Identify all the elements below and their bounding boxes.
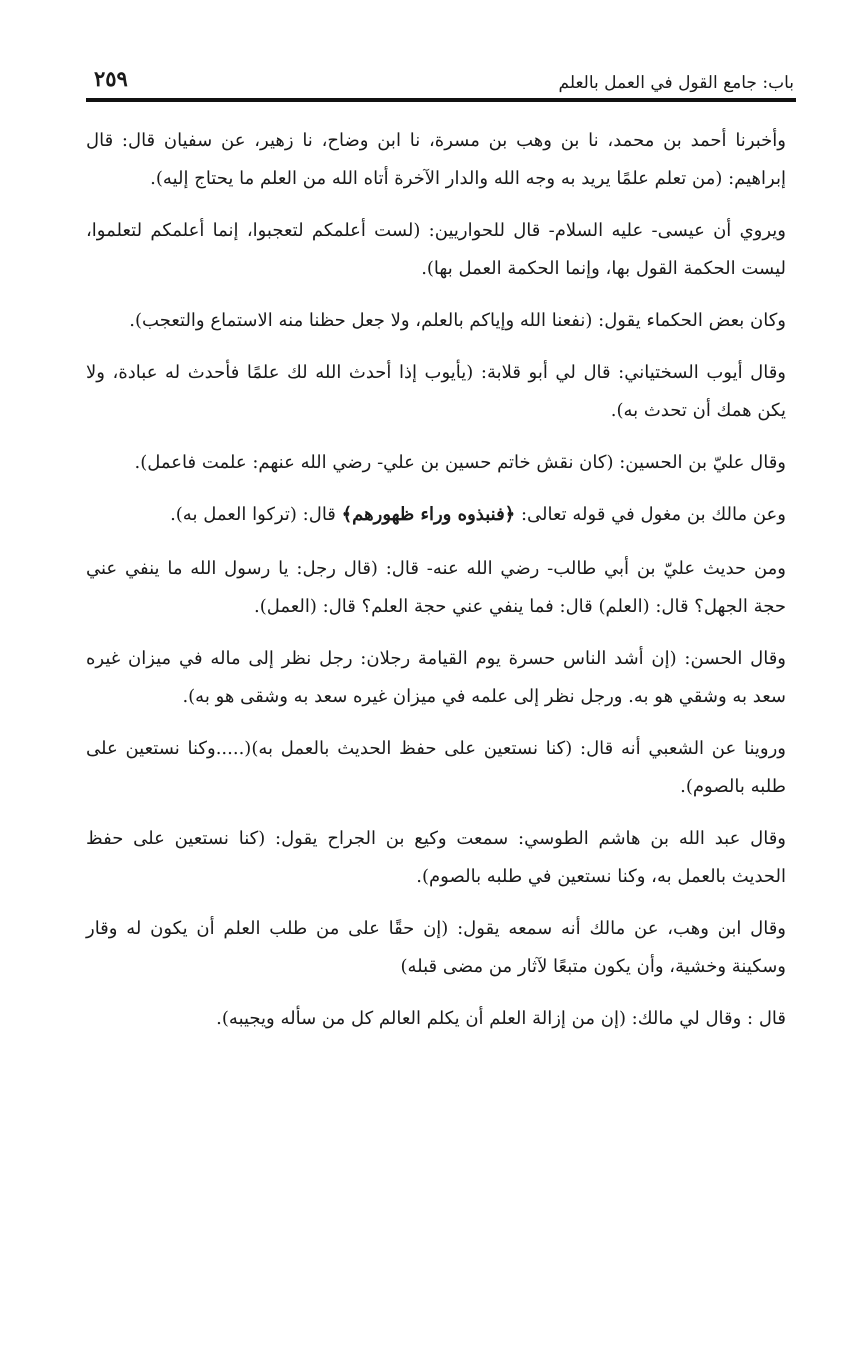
paragraph-hasan: وقال الحسن: (إن أشد الناس حسرة يوم القيامة رجلان: رجل نظر إلى ماله في ميزان غيره سعد به وشقي هو به. ورجل نظر إلى علمه في ميزان غيره سعد به وشقى هو به). — [86, 648, 786, 707]
page-number: ٢٥٩ — [94, 66, 128, 91]
paragraph-malik-final: قال : وقال لي مالك: (إن من إزالة العلم أن يكلم العالم كل من سأله ويجيبه). — [216, 1008, 786, 1029]
paragraph-ali-ibn-abi-talib: ومن حديث عليّ بن أبي طالب- رضي الله عنه- قال: (قال رجل: يا رسول الله ما ينفي عني حجة الجهل؟ قال: (العلم) قال: فما ينفي عني حجة العلم؟ قال: (العمل). — [86, 558, 786, 617]
page-body — [86, 122, 786, 1054]
header-rule — [86, 98, 796, 102]
paragraph-malik-ibn-mighwal — [86, 496, 786, 534]
paragraph-hukama: وكان بعض الحكماء يقول: (نفعنا الله وإياكم بالعلم، ولا جعل حظنا منه الاستماع والتعجب). — [129, 310, 786, 331]
running-header — [94, 58, 794, 94]
paragraph-ibn-wahb: وقال ابن وهب، عن مالك أنه سمعه يقول: (إن حقًا على من طلب العلم أن يكون له وقار وسكينة وخشية، وأن يكون متبعًا لآثار من مضى قبله) — [86, 918, 786, 977]
paragraph-shabi: وروينا عن الشعبي أنه قال: (كنا نستعين على حفظ الحديث بالعمل به)(.....وكنا نستعين على طلبه بالصوم). — [86, 738, 786, 797]
chapter-title: باب: جامع القول في العمل بالعلم — [558, 73, 794, 93]
paragraph-isa: ويروي أن عيسى- عليه السلام- قال للحواريين: (لست أعلمكم لتعجبوا، إنما أعلمكم لتعلموا، ليست الحكمة القول بها، وإنما الحكمة العمل بها). — [86, 220, 786, 279]
paragraph-tusi: وقال عبد الله بن هاشم الطوسي: سمعت وكيع بن الجراح يقول: (كنا نستعين على حفظ الحديث بالعمل به، وكنا نستعين في طلبه بالصوم). — [86, 828, 786, 887]
paragraph-malik-before: وعن مالك بن مغول في قوله تعالى: — [515, 504, 786, 525]
paragraph-ayyub: وقال أيوب السختياني: قال لي أبو قلابة: (يأيوب إذا أحدث الله لك علمًا فأحدث له عبادة، ولا يكن همك أن تحدث به). — [86, 362, 786, 421]
paragraph-ali-ibn-husain: وقال عليّ بن الحسين: (كان نقش خاتم حسين بن علي- رضي الله عنهم: علمت فاعمل). — [134, 452, 786, 473]
paragraph-malik-after: قال: (تركوا العمل به). — [170, 504, 342, 525]
quran-quote: ﴿فنبذوه وراء ظهورهم﴾ — [341, 504, 516, 525]
paragraph-ibrahim: وأخبرنا أحمد بن محمد، نا بن وهب بن مسرة، نا ابن وضاح، نا زهير، عن سفيان قال: قال إبراهيم: (من تعلم علمًا يريد به وجه الله والدار الآخرة أتاه الله من العلم ما يحتاج إليه). — [86, 130, 786, 189]
